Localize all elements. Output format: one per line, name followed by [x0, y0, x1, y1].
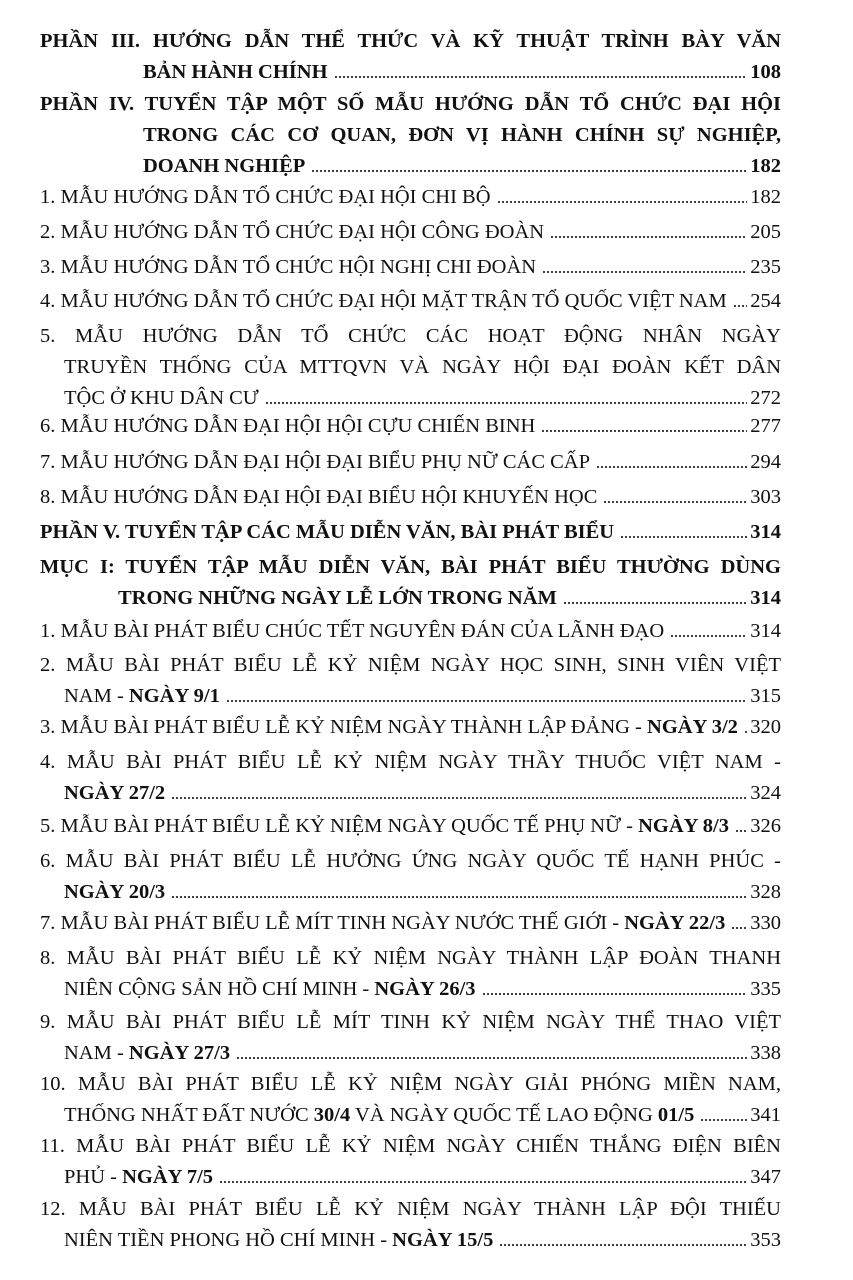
toc-entry-title: TRONG NHỮNG NGÀY LỄ LỚN TRONG NĂM	[118, 587, 557, 609]
dot-leader	[219, 1180, 747, 1184]
page-number: 182	[750, 186, 781, 208]
toc-entry-date: NGÀY 7/5	[122, 1166, 214, 1188]
toc-entry-date: NGÀY 3/2	[647, 716, 738, 738]
toc-entry-title: TRUYỀN THỐNG CỦA MTTQVN VÀ NGÀY HỘI ĐẠI ĐOÀN KẾT DÂN	[64, 356, 781, 378]
dot-leader	[731, 926, 747, 930]
page-number: 315	[750, 685, 781, 707]
dot-leader	[497, 200, 748, 204]
toc-entry-title: 3. MẪU HƯỚNG DẪN TỔ CHỨC HỘI NGHỊ CHI ĐOÀN	[40, 256, 537, 278]
toc-entry-date: 30/4	[313, 1104, 351, 1126]
page-number: 353	[750, 1229, 781, 1251]
dot-leader	[735, 829, 747, 833]
toc-entry-title: BẢN HÀNH CHÍNH	[143, 61, 328, 83]
toc-entry-title: THỐNG NHẤT ĐẤT NƯỚC 30/4 VÀ NGÀY QUỐC TẾ LAO ĐỘNG 01/5	[64, 1104, 695, 1126]
page-number: 303	[750, 486, 781, 508]
toc-entry-date: NGÀY 22/3	[624, 912, 726, 934]
page-number: 314	[750, 521, 781, 543]
dot-leader	[226, 699, 747, 703]
page-number: 254	[750, 290, 781, 312]
dot-leader	[499, 1243, 747, 1247]
dot-leader	[744, 730, 747, 734]
page-number: 277	[750, 415, 781, 437]
toc-entry-date: NGÀY 15/5	[392, 1229, 494, 1251]
toc-entry-title: 5. MẪU HƯỚNG DẪN TỔ CHỨC CÁC HOẠT ĐỘNG NHÂN NGÀY	[40, 325, 781, 347]
toc-entry-title: 12. MẪU BÀI PHÁT BIỂU LỄ KỶ NIỆM NGÀY THÀNH LẬP ĐỘI THIẾU	[40, 1198, 781, 1220]
dot-leader	[482, 992, 748, 996]
toc-entry-title	[64, 879, 165, 905]
toc-entry-title: 10. MẪU BÀI PHÁT BIỂU LỄ KỶ NIỆM NGÀY GIẢI PHÓNG MIỀN NAM,	[40, 1073, 781, 1095]
dot-leader	[542, 270, 747, 274]
toc-entry-title: MỤC I: TUYỂN TẬP MẪU DIỄN VĂN, BÀI PHÁT BIỂU THƯỜNG DÙNG	[40, 556, 781, 578]
page-number: 320	[750, 716, 781, 738]
dot-leader	[550, 235, 747, 239]
page-number: 108	[750, 61, 781, 83]
page-number: 294	[750, 451, 781, 473]
dot-leader	[334, 75, 748, 79]
toc-entry-date: NGÀY 27/2	[64, 782, 166, 804]
page-number: 235	[750, 256, 781, 278]
dot-leader	[620, 535, 747, 539]
dot-leader	[171, 796, 747, 800]
dot-leader	[670, 634, 747, 638]
toc-entry-date: NGÀY 20/3	[64, 881, 166, 903]
page-number: 205	[750, 221, 781, 243]
page-number: 324	[750, 782, 781, 804]
toc-entry-title: 9. MẪU BÀI PHÁT BIỂU LỄ MÍT TINH KỶ NIỆM NGÀY THỂ THAO VIỆT	[40, 1011, 781, 1033]
toc-entry-title: 4. MẪU HƯỚNG DẪN TỔ CHỨC ĐẠI HỘI MẶT TRẬN TỔ QUỐC VIỆT NAM	[40, 290, 727, 312]
toc-entry-title: 11. MẪU BÀI PHÁT BIỂU LỄ KỶ NIỆM NGÀY CHIẾN THẮNG ĐIỆN BIÊN	[40, 1135, 781, 1157]
toc-entry-date: 01/5	[657, 1104, 695, 1126]
toc-entry-title: PHẦN IV. TUYỂN TẬP MỘT SỐ MẪU HƯỚNG DẪN TỔ CHỨC ĐẠI HỘI	[40, 93, 781, 115]
page-number: 326	[750, 815, 781, 837]
toc-entry-date: NGÀY 26/3	[374, 978, 476, 1000]
page-number: 335	[750, 978, 781, 1000]
toc-entry-title: 5. MẪU BÀI PHÁT BIỂU LỄ KỶ NIỆM NGÀY QUỐC TẾ PHỤ NỮ - NGÀY 8/3	[40, 815, 729, 837]
toc-entry-title: 1. MẪU HƯỚNG DẪN TỔ CHỨC ĐẠI HỘI CHI BỘ	[40, 186, 491, 208]
dot-leader	[541, 429, 747, 433]
toc-entry-title	[64, 780, 165, 806]
page-number: 314	[750, 587, 781, 609]
toc-entry-title: 3. MẪU BÀI PHÁT BIỂU LỄ KỶ NIỆM NGÀY THÀNH LẬP ĐẢNG - NGÀY 3/2	[40, 716, 738, 738]
page-number: 347	[750, 1166, 781, 1188]
toc-entry-title: 1. MẪU BÀI PHÁT BIỂU CHÚC TẾT NGUYÊN ĐÁN CỦA LÃNH ĐẠO	[40, 620, 665, 642]
page-number: 328	[750, 881, 781, 903]
dot-leader	[700, 1118, 747, 1122]
dot-leader	[563, 601, 747, 605]
dot-leader	[236, 1056, 747, 1060]
page-number: 272	[750, 387, 781, 409]
dot-leader	[733, 304, 748, 308]
toc-entry-title: 6. MẪU HƯỚNG DẪN ĐẠI HỘI HỘI CỰU CHIẾN BINH	[40, 415, 536, 437]
page-number: 314	[750, 620, 781, 642]
toc-entry-title: PHẦN V. TUYỂN TẬP CÁC MẪU DIỄN VĂN, BÀI PHÁT BIỂU	[40, 521, 615, 543]
page-number: 330	[750, 912, 781, 934]
toc-entry-title: TỘC Ở KHU DÂN CƯ	[64, 387, 259, 409]
toc-entry-title: PHỦ - NGÀY 7/5	[64, 1166, 214, 1188]
page-number: 338	[750, 1042, 781, 1064]
dot-leader	[311, 169, 747, 173]
toc-entry-title: 7. MẪU BÀI PHÁT BIỂU LỄ MÍT TINH NGÀY NƯỚC THẾ GIỚI - NGÀY 22/3	[40, 912, 726, 934]
toc-entry-title: NIÊN TIỀN PHONG HỒ CHÍ MINH - NGÀY 15/5	[64, 1229, 494, 1251]
toc-entry-title: 6. MẪU BÀI PHÁT BIỂU LỄ HƯỞNG ỨNG NGÀY QUỐC TẾ HẠNH PHÚC -	[40, 850, 781, 872]
toc-entry-title: 8. MẪU HƯỚNG DẪN ĐẠI HỘI ĐẠI BIỂU HỘI KHUYẾN HỌC	[40, 486, 598, 508]
page-number: 182	[750, 155, 781, 177]
toc-entry-title: NAM - NGÀY 9/1	[64, 685, 220, 707]
toc-entry-title: 7. MẪU HƯỚNG DẪN ĐẠI HỘI ĐẠI BIỂU PHỤ NỮ CÁC CẤP	[40, 451, 591, 473]
toc-entry-title: DOANH NGHIỆP	[143, 155, 306, 177]
toc-entry-title: PHẦN III. HƯỚNG DẪN THỂ THỨC VÀ KỸ THUẬT TRÌNH BÀY VĂN	[40, 30, 781, 52]
dot-leader	[265, 401, 748, 405]
toc-entry-date: NGÀY 8/3	[638, 815, 729, 837]
toc-entry-title: NAM - NGÀY 27/3	[64, 1042, 231, 1064]
toc-entry-date: NGÀY 9/1	[128, 685, 220, 707]
page-number: 341	[750, 1104, 781, 1126]
toc-entry-title: 8. MẪU BÀI PHÁT BIỂU LỄ KỶ NIỆM NGÀY THÀNH LẬP ĐOÀN THANH	[40, 947, 781, 969]
toc-entry-title: 2. MẪU HƯỚNG DẪN TỔ CHỨC ĐẠI HỘI CÔNG ĐOÀN	[40, 221, 545, 243]
toc-entry-date: NGÀY 27/3	[128, 1042, 231, 1064]
toc-entry-title: 2. MẪU BÀI PHÁT BIỂU LỄ KỶ NIỆM NGÀY HỌC SINH, SINH VIÊN VIỆT	[40, 654, 781, 676]
dot-leader	[171, 895, 747, 899]
toc-entry-title: TRONG CÁC CƠ QUAN, ĐƠN VỊ HÀNH CHÍNH SỰ NGHIỆP,	[143, 124, 781, 146]
dot-leader	[603, 500, 747, 504]
dot-leader	[596, 465, 747, 469]
toc-entry-title: 4. MẪU BÀI PHÁT BIỂU LỄ KỶ NIỆM NGÀY THẦY THUỐC VIỆT NAM -	[40, 751, 781, 773]
toc-entry-title: NIÊN CỘNG SẢN HỒ CHÍ MINH - NGÀY 26/3	[64, 978, 476, 1000]
